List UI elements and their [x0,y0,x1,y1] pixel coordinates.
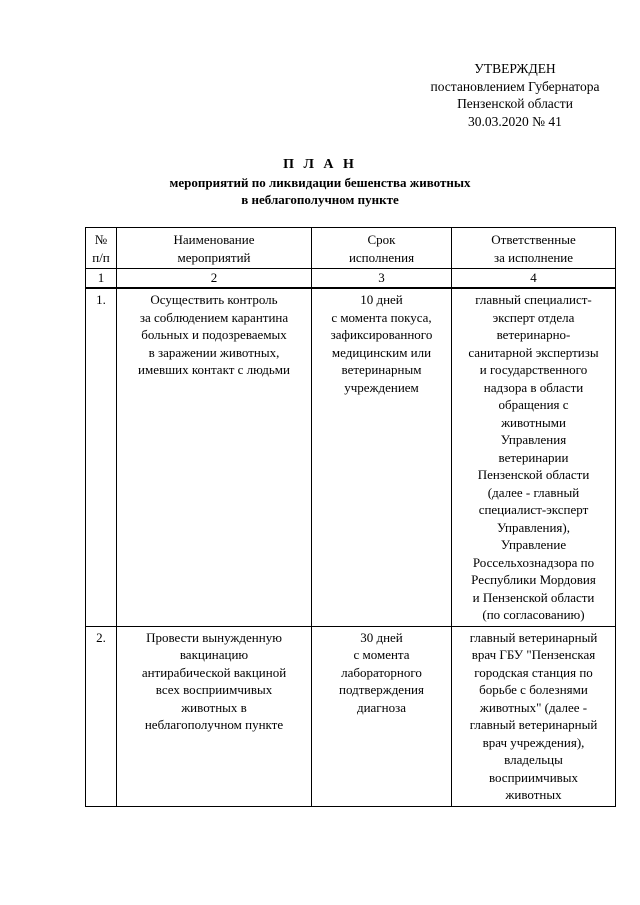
cell-text-line: в заражении животных, [148,344,280,360]
cell-text-line: восприимчивых [488,769,579,785]
cell-text-line: неблагополучном пункте [144,717,284,732]
approval-line: постановлением Губернатора [430,78,600,94]
cell-text-line: диагноза [356,699,407,715]
approval-line: Пензенской области [457,96,573,111]
header-term: Срок исполнения [312,228,452,269]
cell-text-line: всех восприимчивых [155,682,273,697]
cell-text-line: животными [501,414,566,430]
plan-subtitle-line: в неблагополучном пункте [241,192,399,207]
cell-text-line: антирабической вакциной [141,664,287,680]
cell-text-line: (по согласованию) [482,607,585,622]
cell-text-line: больных и подозреваемых [141,327,287,342]
document-title [0,156,640,208]
cell-text-line: Осуществить контроль [150,292,278,307]
cell-text-line: с момента покуса, [331,309,432,325]
cell-text-line: и Пензенской области [472,589,595,605]
column-number-row [86,269,616,289]
cell-text-line: надзора в области [483,379,584,395]
cell-text-line: подтверждения [339,682,424,697]
cell-text-line: имевших контакт с людьми [138,362,290,377]
column-number: 3 [312,269,452,289]
plan-heading: П Л А Н [283,157,357,172]
cell-text-line: животных" (далее - [479,699,588,715]
cell-text-line: санитарной экспертизы [468,344,599,360]
cell-text-line: 10 дней [360,292,403,307]
row-action [117,626,312,806]
approval-stamp [410,60,620,130]
row-number: 1. [86,288,117,626]
cell-text-line: обращения с [498,397,569,412]
cell-text-line: вакцинацию [179,647,249,662]
cell-text-line: врач учреждения), [482,734,585,750]
cell-text-line: ветеринарным [341,362,422,377]
table-row [86,288,616,626]
table-row [86,626,616,806]
plan-subtitle-line: мероприятий по ликвидации бешенства животных [169,175,471,190]
cell-text-line: главный специалист- [475,292,592,307]
cell-text-line: ветеринарии [498,449,569,465]
row-responsible [452,288,616,626]
cell-text-line: Республики Мордовия [471,572,596,587]
column-number: 1 [86,269,117,289]
cell-text-line: Пензенской области [477,467,590,482]
cell-text-line: животных [505,787,562,802]
cell-text-line: учреждением [344,379,419,395]
cell-text-line: 30 дней [360,629,403,645]
cell-text-line: главный ветеринарный [469,629,598,645]
cell-text-line: медицинским или [331,344,432,360]
row-term [312,626,452,806]
cell-text-line: животных в [181,699,247,715]
cell-text-line: Управления [500,432,567,447]
cell-text-line: лабораторного [341,664,422,680]
row-number: 2. [86,626,117,806]
cell-text-line: Провести вынужденную [146,629,282,645]
cell-text-line: зафиксированного [330,327,433,342]
column-number: 4 [452,269,616,289]
cell-text-line: с момента [353,647,410,662]
cell-text-line: эксперт отдела [492,309,575,325]
row-responsible [452,626,616,806]
cell-text-line: специалист-эксперт [478,502,589,517]
cell-text-line: и государственного [479,362,588,377]
row-action [117,288,312,626]
cell-text-line: владельцы [504,752,563,767]
cell-text-line: за соблюдением карантина [139,309,289,325]
cell-text-line: ветеринарно- [496,327,571,342]
cell-text-line: главный ветеринарный [469,717,598,732]
cell-text-line: борьбе с болезнями [479,682,588,697]
header-responsible: Ответственные за исполнение [452,228,616,269]
cell-text-line: (далее - главный [487,484,580,500]
approval-line: УТВЕРЖДЕН [474,61,556,76]
cell-text-line: Управление [500,537,567,552]
approval-date-line: 30.03.2020 № 41 [468,113,562,129]
cell-text-line: городская станция по [474,664,593,680]
header-action: Наименование мероприятий [117,228,312,269]
column-number: 2 [117,269,312,289]
plan-table [85,227,616,807]
cell-text-line: Управления), [497,519,570,535]
table-header-row [86,228,616,269]
cell-text-line: Россельхознадзора по [472,554,595,570]
cell-text-line: врач ГБУ "Пензенская [471,647,596,662]
header-number: № п/п [86,228,117,269]
row-term [312,288,452,626]
